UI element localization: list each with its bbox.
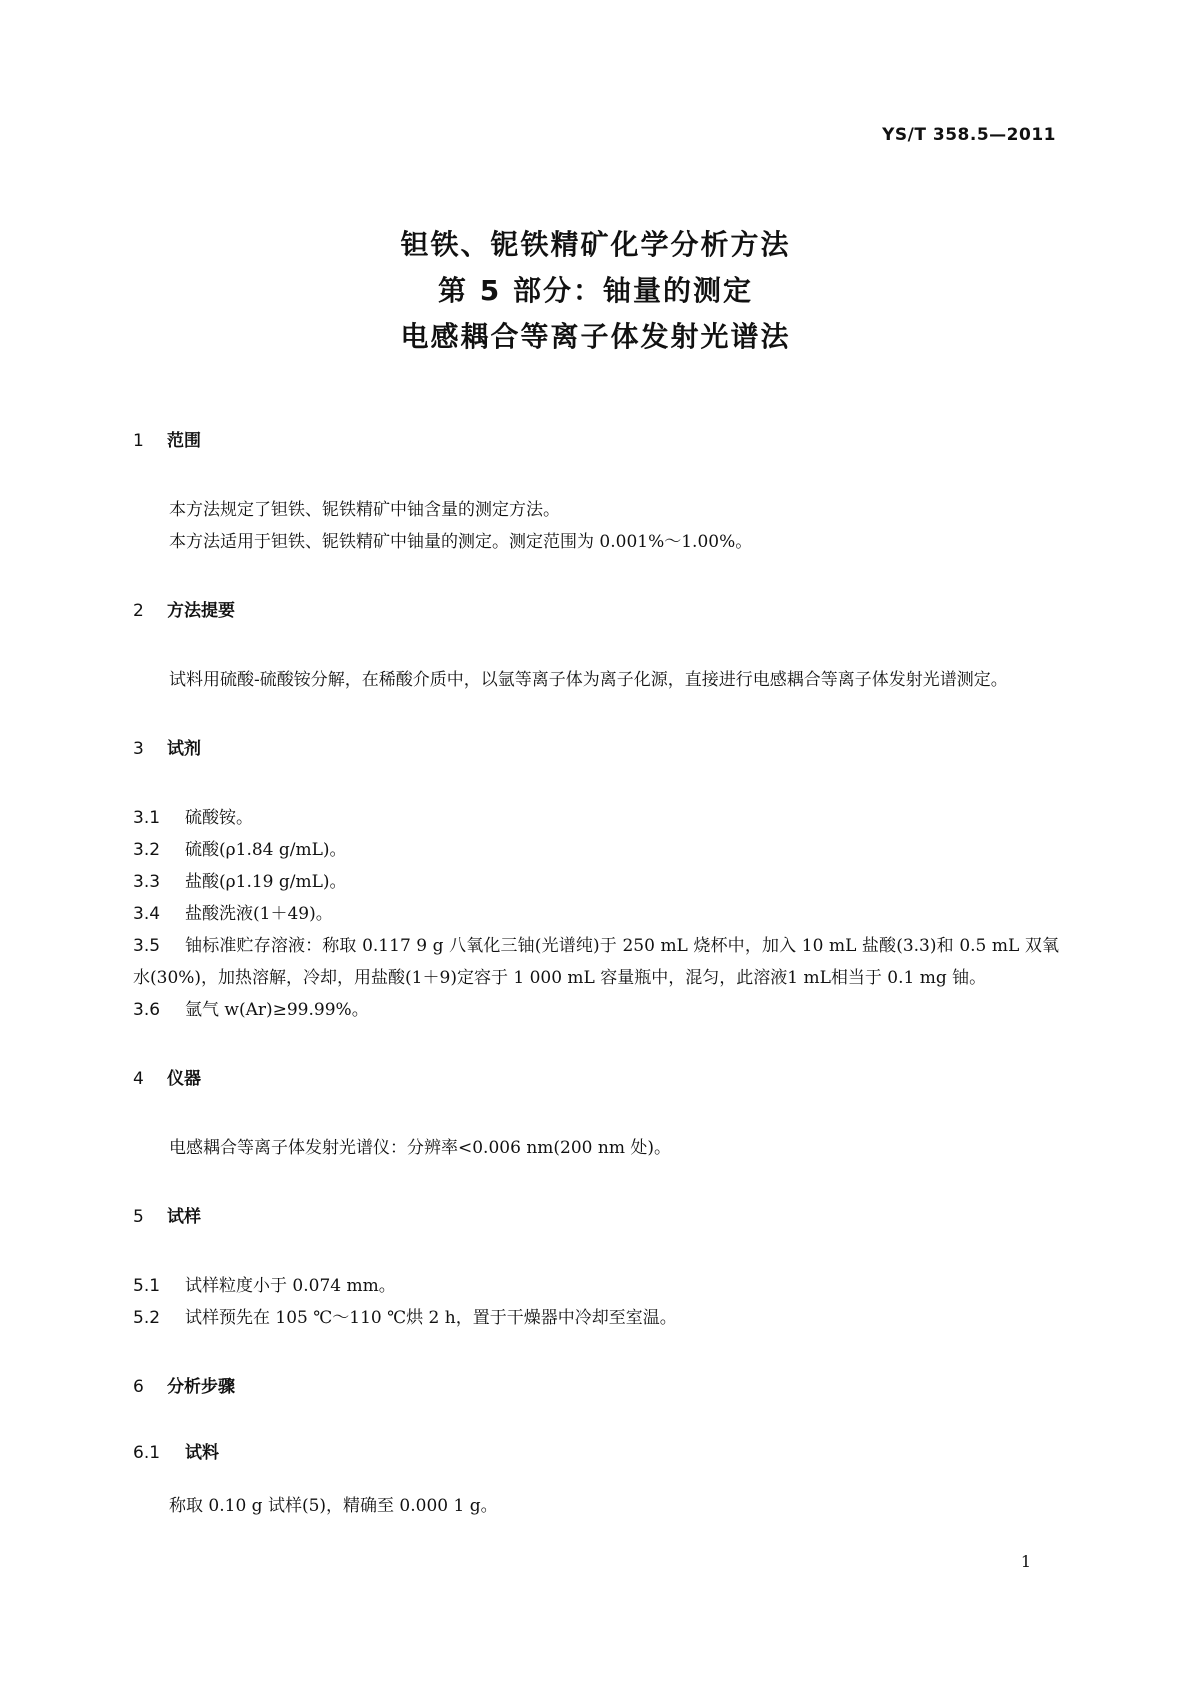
document-body	[133, 428, 1059, 1522]
section-heading	[133, 598, 1059, 624]
section-procedure	[133, 1374, 1059, 1522]
subsection-title: 试料	[185, 1443, 219, 1463]
section-title: 方法提要	[167, 601, 235, 621]
item-text: 硫酸(ρ1.84 g/mL)。	[185, 840, 347, 860]
title-line-2: 第 5 部分：铀量的测定	[438, 274, 753, 307]
section-principle	[133, 598, 1059, 696]
section-heading	[133, 736, 1059, 762]
item-number: 3.4	[133, 904, 161, 924]
paragraph: 试料用硫酸-硫酸铵分解，在稀酸介质中，以氩等离子体为离子化源，直接进行电感耦合等离子体发射光谱测定。	[169, 670, 1008, 690]
item-number: 3.1	[133, 808, 161, 828]
item-number: 5.1	[133, 1276, 161, 1296]
item-number: 3.2	[133, 840, 161, 860]
list-item	[133, 834, 1059, 866]
section-number: 4	[133, 1069, 144, 1089]
paragraph: 本方法规定了钽铁、铌铁精矿中铀含量的测定方法。	[169, 500, 560, 520]
list-item	[133, 1302, 1059, 1334]
section-number: 1	[133, 431, 144, 451]
item-number: 5.2	[133, 1308, 161, 1328]
page-number: 1	[1020, 1552, 1031, 1571]
paragraph: 称取 0.10 g 试样(5)，精确至 0.000 1 g。	[169, 1496, 498, 1516]
section-number: 6	[133, 1377, 144, 1397]
list-item	[133, 1270, 1059, 1302]
item-text: 试样粒度小于 0.074 mm。	[185, 1276, 396, 1296]
list-item	[133, 930, 1059, 994]
title-line-1: 钽铁、铌铁精矿化学分析方法	[400, 228, 791, 261]
paragraph: 电感耦合等离子体发射光谱仪：分辨率<0.006 nm(200 nm 处)。	[169, 1138, 671, 1158]
item-text: 盐酸(ρ1.19 g/mL)。	[185, 872, 347, 892]
section-heading	[133, 428, 1059, 454]
section-heading	[133, 1374, 1059, 1400]
section-number: 3	[133, 739, 144, 759]
item-number: 3.6	[133, 1000, 161, 1020]
section-title: 试样	[167, 1207, 201, 1227]
section-reagents	[133, 736, 1059, 1026]
item-text: 硫酸铵。	[185, 808, 253, 828]
item-text: 氩气 w(Ar)≥99.99%。	[185, 1000, 369, 1020]
standard-code: YS/T 358.5—2011	[882, 125, 1056, 145]
item-number: 3.3	[133, 872, 161, 892]
section-title: 范围	[167, 431, 201, 451]
list-item	[133, 802, 1059, 834]
section-sample	[133, 1204, 1059, 1334]
section-number: 2	[133, 601, 144, 621]
section-heading	[133, 1066, 1059, 1092]
section-title: 仪器	[167, 1069, 201, 1089]
subsection-heading	[133, 1440, 1059, 1466]
document-title	[0, 222, 1191, 360]
section-apparatus	[133, 1066, 1059, 1164]
item-text: 盐酸洗液(1＋49)。	[185, 904, 333, 924]
item-text: 铀标准贮存溶液：称取 0.117 9 g 八氧化三铀(光谱纯)于 250 mL 烧杯中，加入 10 mL 盐酸(3.3)和 0.5 mL 双氧水(30%)，加热溶解，冷却，用盐酸(1＋9)定容于 1 000 mL 容量瓶中，混匀，此溶液1 mL相当于 0.1 mg 铀。	[133, 936, 1059, 988]
list-item	[133, 866, 1059, 898]
item-text: 试样预先在 105 ℃～110 ℃烘 2 h，置于干燥器中冷却至室温。	[185, 1308, 677, 1328]
section-number: 5	[133, 1207, 144, 1227]
paragraph: 本方法适用于钽铁、铌铁精矿中铀量的测定。测定范围为 0.001%～1.00%。	[169, 532, 753, 552]
subsection-number: 6.1	[133, 1443, 161, 1463]
item-number: 3.5	[133, 936, 161, 956]
section-title: 分析步骤	[167, 1377, 235, 1397]
section-scope	[133, 428, 1059, 558]
title-line-3: 电感耦合等离子体发射光谱法	[400, 320, 791, 353]
list-item	[133, 994, 1059, 1026]
section-title: 试剂	[167, 739, 201, 759]
section-heading	[133, 1204, 1059, 1230]
list-item	[133, 898, 1059, 930]
